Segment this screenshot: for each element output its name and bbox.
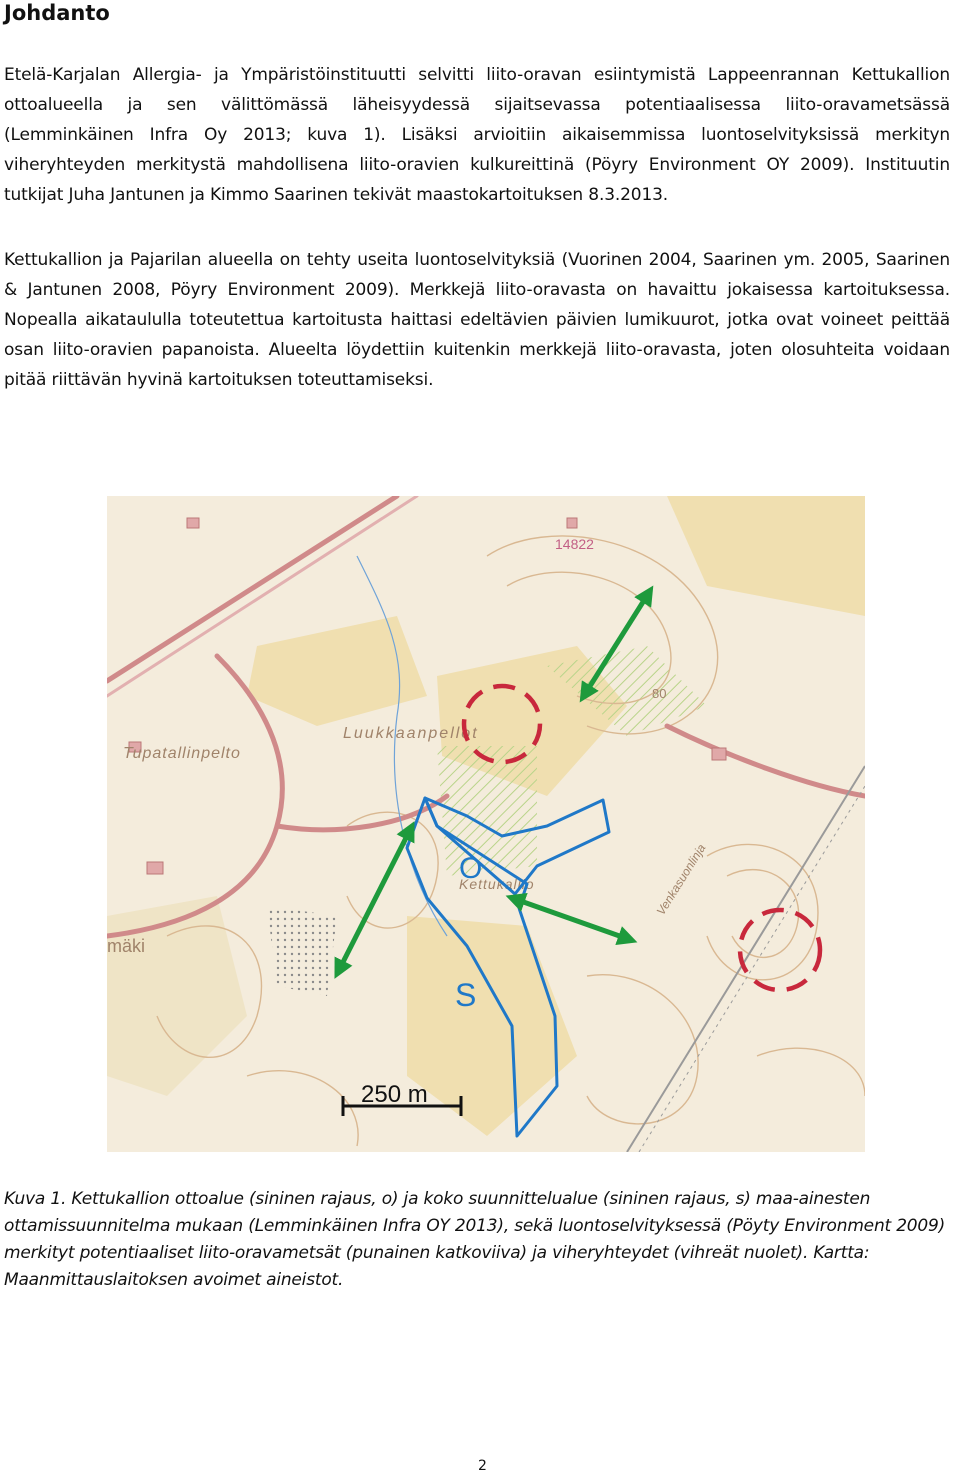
- elevation-label: 80: [652, 686, 667, 701]
- extraction-area-marker: O: [459, 852, 483, 885]
- map-svg: [107, 496, 865, 1152]
- place-label-maki: mäki: [107, 936, 146, 956]
- map-figure: [107, 496, 865, 1152]
- dotted-area: [267, 906, 337, 996]
- page-number: 2: [478, 1458, 487, 1474]
- hill-label-kettukallio: Kettukallio: [459, 876, 535, 892]
- section-heading: Johdanto: [4, 1, 110, 25]
- road-label-venkasuonlinja: Venkasuonlinja: [653, 841, 709, 918]
- survey-history-paragraph: Kettukallion ja Pajarilan alueella on tehty useita luontoselvityksiä (Vuorinen 2004, Saarinen ym. 2005, Saarinen & Jantunen 2008, Pöyry Environment 2009). Merkkejä liito-oravasta on havaittu jokaisessa kartoituksessa. Nopealla aikataululla toteutettua kartoitusta haittasi edeltävien päivien lumikuurot, jotka ovat voineet peittää osan liito-oravien papanoista. Alueelta löydettiin kuitenkin merkkejä liito-oravasta, joten olosuhteita voidaan pitää riittävän hyvinä kartoituksen toteuttamiseksi.: [4, 250, 950, 390]
- road-number-label: 14822: [555, 536, 594, 552]
- planning-area-marker: S: [455, 977, 477, 1013]
- intro-paragraph: Etelä-Karjalan Allergia- ja Ympäristöinstituutti selvitti liito-oravan esiintymistä Lappeenrannan Kettukallion ottoalueella ja sen välittömässä läheisyydessä sijaitsevassa potentiaalisessa liito-oravametsässä (Lemminkäinen Infra Oy 2013; kuva 1). Lisäksi arvioitiin aikaisemmissa luontoselvityksissä merkityn viheryhteyden merkitystä mahdollisena liito-oravien kulkureittinä (Pöyry Environment OY 2009). Instituutin tutkijat Juha Jantunen ja Kimmo Saarinen tekivät maastokartoituksen 8.3.2013.: [4, 65, 950, 205]
- field-label-luukkaanpellot: Luukkaanpellot: [343, 725, 479, 742]
- field-label-tupatallinpelto: Tupatallinpelto: [123, 745, 241, 762]
- scale-bar-label: 250 m: [361, 1081, 428, 1108]
- figure-caption: Kuva 1. Kettukallion ottoalue (sininen rajaus, o) ja koko suunnittelualue (sininen rajaus, s) maa-ainesten ottamissuunnitelma mukaan (Lemminkäinen Infra OY 2013), sekä luontoselvityksessä (Pöyty Environment 2009) merkityt potentiaaliset liito-oravametsät (punainen katkoviiva) ja viheryhteydet (vihreät nuolet). Kartta: Maanmittauslaitoksen avoimet aineistot.: [4, 1189, 946, 1290]
